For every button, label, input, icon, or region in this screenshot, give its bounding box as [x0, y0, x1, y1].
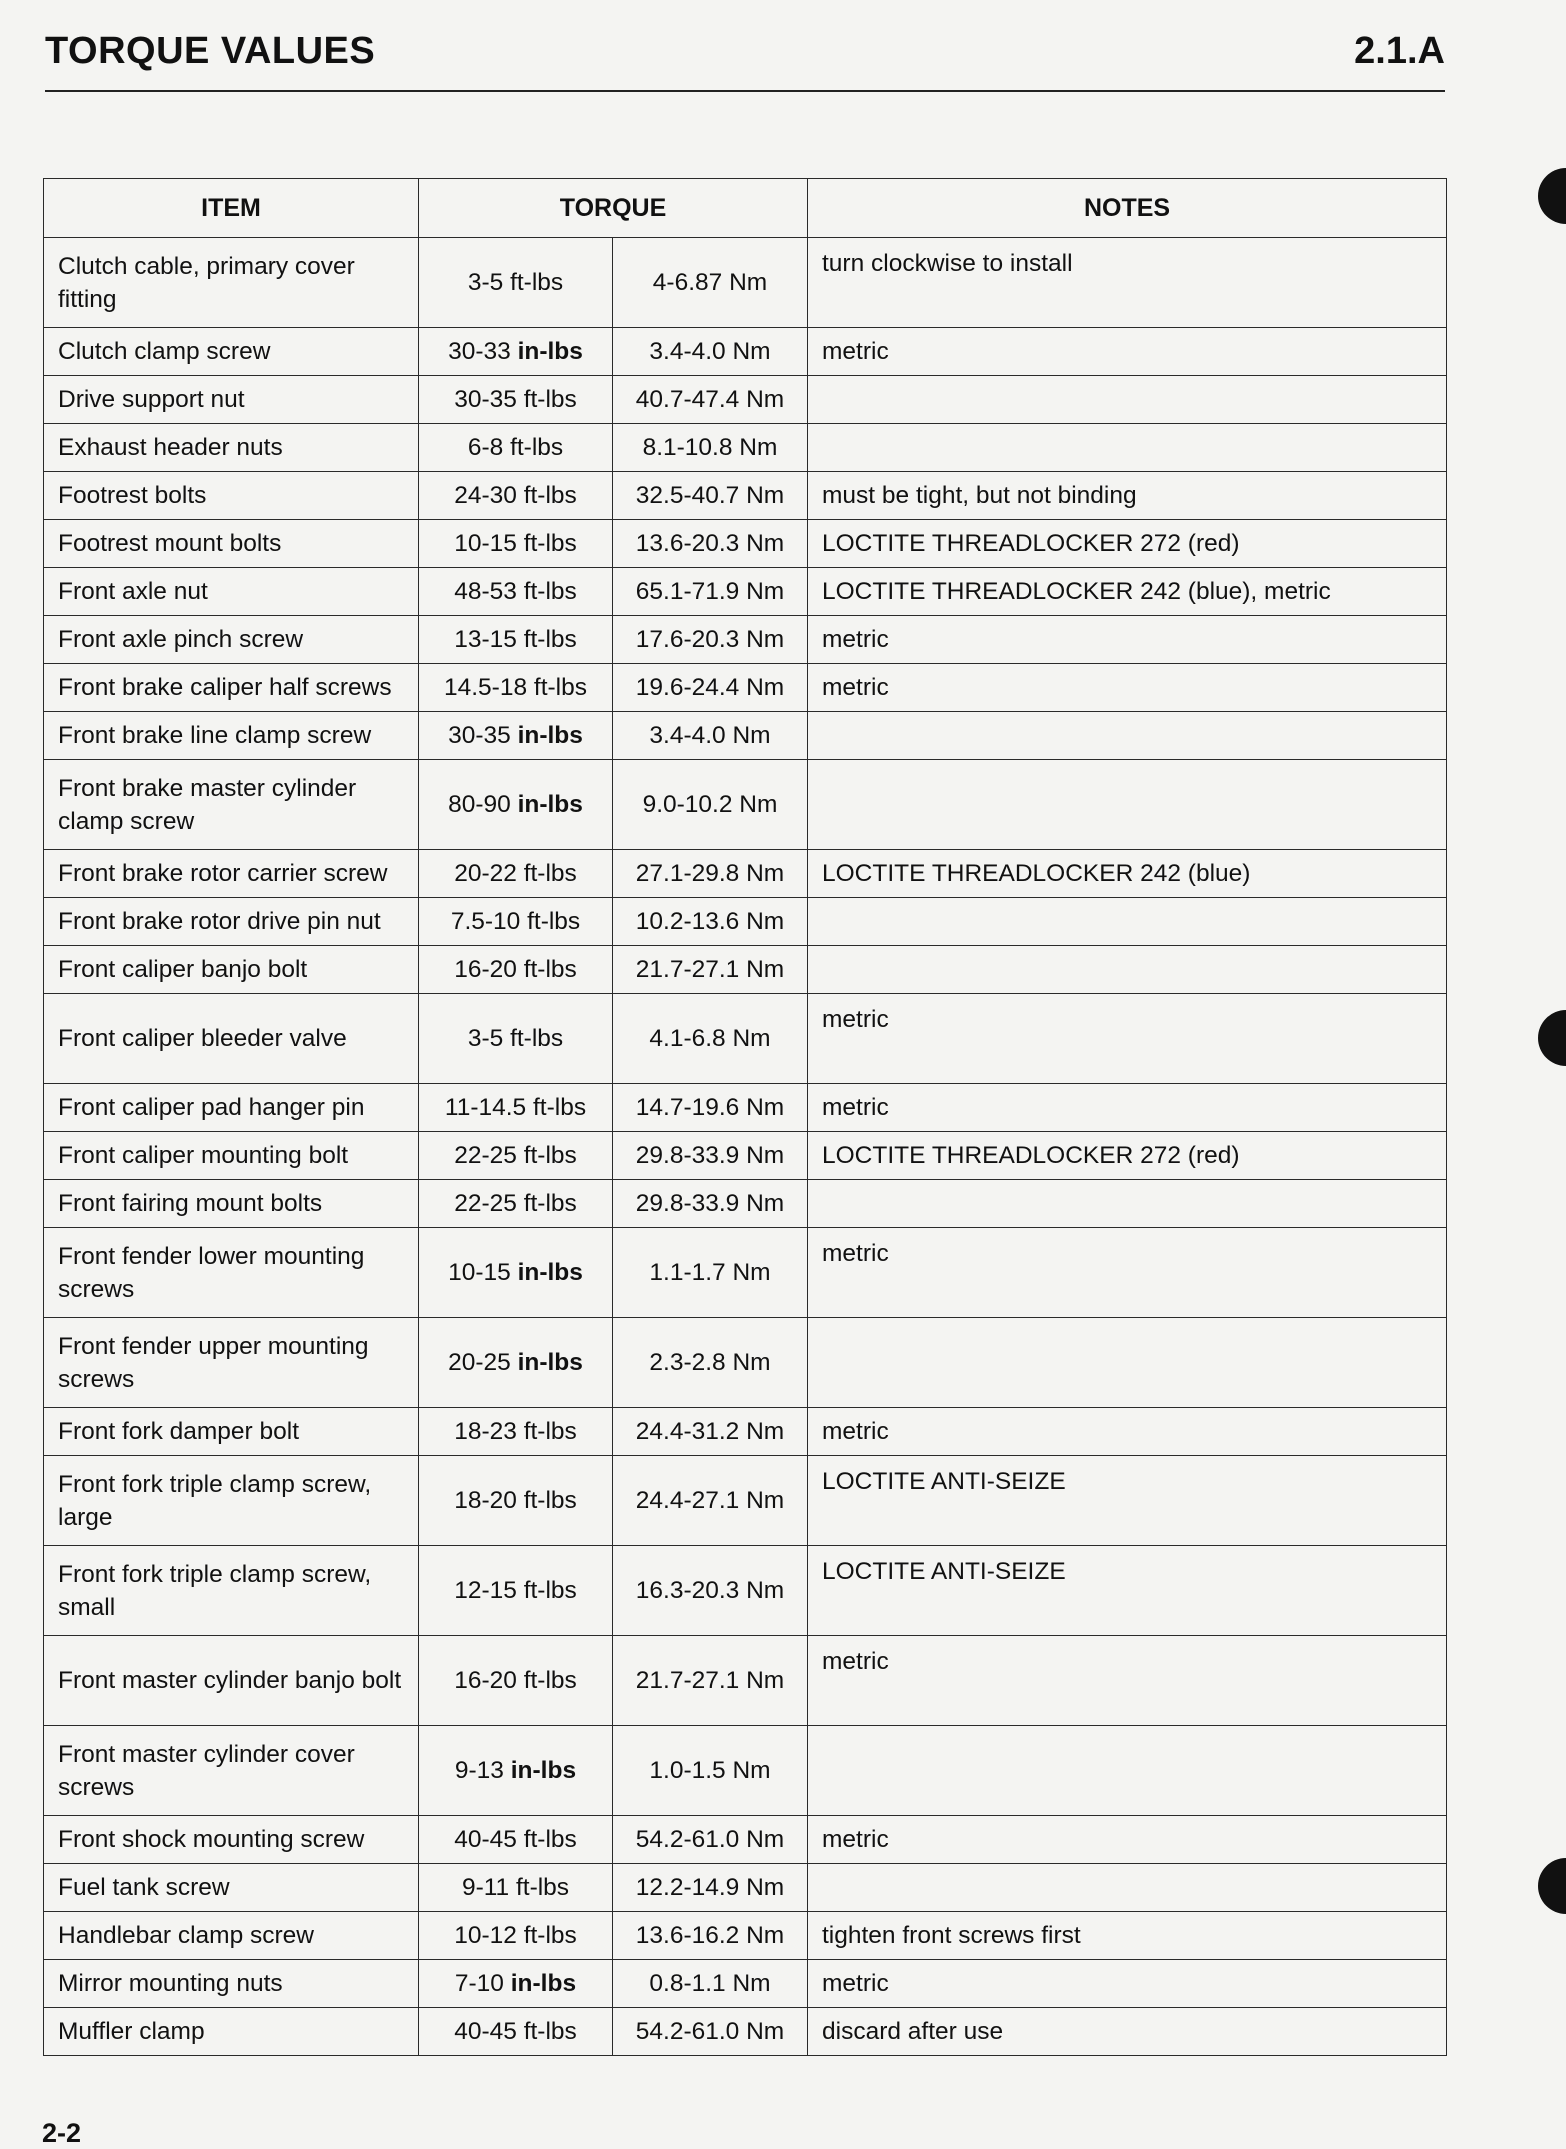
torque-value: 40-45: [454, 2018, 517, 2045]
torque-imperial-cell: [419, 1960, 613, 2008]
notes-cell: metric: [808, 1960, 1447, 2008]
torque-imperial-cell: [419, 712, 613, 760]
torque-metric-cell: 27.1-29.8 Nm: [613, 850, 808, 898]
table-row: [44, 1132, 1447, 1180]
torque-unit: ft-lbs: [523, 578, 577, 605]
table-row: [44, 328, 1447, 376]
torque-unit: ft-lbs: [523, 1190, 577, 1217]
torque-imperial-cell: [419, 946, 613, 994]
torque-metric-cell: 2.3-2.8 Nm: [613, 1318, 808, 1408]
item-cell: Front master cylinder cover screws: [44, 1726, 419, 1816]
notes-cell: [808, 424, 1447, 472]
torque-value: 7-10: [454, 1970, 504, 1997]
item-cell: Front fairing mount bolts: [44, 1180, 419, 1228]
torque-unit: ft-lbs: [510, 1025, 564, 1052]
torque-imperial-cell: [419, 1408, 613, 1456]
notes-cell: metric: [808, 616, 1447, 664]
item-cell: Front master cylinder banjo bolt: [44, 1636, 419, 1726]
torque-imperial-cell: [419, 1726, 613, 1816]
torque-unit: ft-lbs: [523, 2018, 577, 2045]
torque-imperial-cell: [419, 1180, 613, 1228]
table-row: [44, 1864, 1447, 1912]
notes-cell: [808, 760, 1447, 850]
torque-value: 30-35: [454, 386, 517, 413]
item-cell: Fuel tank screw: [44, 1864, 419, 1912]
torque-unit: in-lbs: [517, 722, 583, 749]
item-cell: Mirror mounting nuts: [44, 1960, 419, 2008]
torque-metric-cell: 16.3-20.3 Nm: [613, 1546, 808, 1636]
notes-cell: [808, 376, 1447, 424]
torque-metric-cell: 65.1-71.9 Nm: [613, 568, 808, 616]
torque-value: 16-20: [454, 956, 517, 983]
torque-imperial-cell: [419, 616, 613, 664]
torque-unit: ft-lbs: [523, 1826, 577, 1853]
torque-unit: ft-lbs: [523, 956, 577, 983]
notes-cell: [808, 946, 1447, 994]
notes-cell: LOCTITE ANTI-SEIZE: [808, 1456, 1447, 1546]
notes-cell: metric: [808, 328, 1447, 376]
torque-imperial-cell: [419, 1228, 613, 1318]
torque-value: 18-23: [454, 1418, 517, 1445]
torque-value: 13-15: [454, 626, 517, 653]
torque-metric-cell: 13.6-20.3 Nm: [613, 520, 808, 568]
torque-metric-cell: 0.8-1.1 Nm: [613, 1960, 808, 2008]
table-row: [44, 472, 1447, 520]
torque-unit: ft-lbs: [523, 386, 577, 413]
torque-imperial-cell: [419, 1636, 613, 1726]
torque-value: 20-25: [448, 1349, 511, 1376]
table-row: [44, 1228, 1447, 1318]
page-title: TORQUE VALUES: [45, 30, 376, 72]
torque-metric-cell: 54.2-61.0 Nm: [613, 2008, 808, 2056]
torque-value: 6-8: [467, 434, 504, 461]
torque-metric-cell: 29.8-33.9 Nm: [613, 1180, 808, 1228]
item-cell: Front caliper mounting bolt: [44, 1132, 419, 1180]
table-row: [44, 520, 1447, 568]
notes-cell: turn clockwise to install: [808, 238, 1447, 328]
item-cell: Front fender lower mounting screws: [44, 1228, 419, 1318]
item-cell: Exhaust header nuts: [44, 424, 419, 472]
torque-imperial-cell: [419, 760, 613, 850]
item-cell: Front brake line clamp screw: [44, 712, 419, 760]
torque-unit: ft-lbs: [523, 1418, 577, 1445]
torque-value: 10-15: [448, 1259, 511, 1286]
notes-cell: LOCTITE THREADLOCKER 272 (red): [808, 520, 1447, 568]
torque-metric-cell: 14.7-19.6 Nm: [613, 1084, 808, 1132]
torque-unit: ft-lbs: [515, 1874, 570, 1901]
torque-unit: ft-lbs: [523, 530, 577, 557]
torque-value: 18-20: [454, 1487, 517, 1514]
table-row: [44, 238, 1447, 328]
torque-unit: ft-lbs: [510, 269, 564, 296]
torque-value: 48-53: [454, 578, 517, 605]
page-header: [45, 26, 1445, 92]
item-cell: Front fender upper mounting screws: [44, 1318, 419, 1408]
notes-cell: [808, 1726, 1447, 1816]
torque-unit: ft-lbs: [523, 860, 577, 887]
table-row: [44, 1318, 1447, 1408]
item-cell: Front shock mounting screw: [44, 1816, 419, 1864]
torque-imperial-cell: [419, 994, 613, 1084]
notes-cell: LOCTITE THREADLOCKER 242 (blue): [808, 850, 1447, 898]
notes-cell: LOCTITE THREADLOCKER 242 (blue), metric: [808, 568, 1447, 616]
torque-value: 10-12: [454, 1922, 517, 1949]
torque-unit: ft-lbs: [523, 1142, 577, 1169]
torque-value: 24-30: [454, 482, 517, 509]
torque-unit: ft-lbs: [523, 482, 577, 509]
table-row: [44, 1726, 1447, 1816]
header-torque: TORQUE: [419, 179, 808, 238]
page-number: 2-2: [42, 2118, 82, 2148]
item-cell: Front axle nut: [44, 568, 419, 616]
torque-value: 22-25: [454, 1142, 517, 1169]
item-cell: Front caliper bleeder valve: [44, 994, 419, 1084]
torque-metric-cell: 8.1-10.8 Nm: [613, 424, 808, 472]
table-row: [44, 424, 1447, 472]
item-cell: Front fork triple clamp screw, large: [44, 1456, 419, 1546]
item-cell: Handlebar clamp screw: [44, 1912, 419, 1960]
torque-metric-cell: 13.6-16.2 Nm: [613, 1912, 808, 1960]
torque-value: 40-45: [454, 1826, 517, 1853]
torque-value: 10-15: [454, 530, 517, 557]
torque-imperial-cell: [419, 424, 613, 472]
item-cell: Front axle pinch screw: [44, 616, 419, 664]
notes-cell: metric: [808, 1228, 1447, 1318]
table-row: [44, 1084, 1447, 1132]
torque-unit: ft-lbs: [533, 1094, 587, 1121]
notes-cell: discard after use: [808, 2008, 1447, 2056]
notes-cell: [808, 1318, 1447, 1408]
item-cell: Footrest mount bolts: [44, 520, 419, 568]
item-cell: Drive support nut: [44, 376, 419, 424]
binder-hole-mark: [1538, 168, 1566, 224]
torque-value: 3-5: [467, 1025, 504, 1052]
torque-metric-cell: 32.5-40.7 Nm: [613, 472, 808, 520]
torque-imperial-cell: [419, 376, 613, 424]
table-row: [44, 1546, 1447, 1636]
table-body: [44, 238, 1447, 2056]
table-row: [44, 898, 1447, 946]
torque-unit: ft-lbs: [527, 908, 581, 935]
torque-imperial-cell: [419, 472, 613, 520]
item-cell: Clutch clamp screw: [44, 328, 419, 376]
table-row: [44, 568, 1447, 616]
notes-cell: metric: [808, 664, 1447, 712]
torque-metric-cell: 21.7-27.1 Nm: [613, 946, 808, 994]
notes-cell: tighten front screws first: [808, 1912, 1447, 1960]
torque-unit: in-lbs: [517, 338, 583, 365]
torque-value: 7.5-10: [450, 908, 521, 935]
torque-unit: ft-lbs: [523, 1487, 577, 1514]
header-notes: NOTES: [808, 179, 1447, 238]
table-row: [44, 850, 1447, 898]
binder-hole-mark: [1538, 1010, 1566, 1066]
torque-unit: in-lbs: [517, 791, 583, 818]
torque-metric-cell: 19.6-24.4 Nm: [613, 664, 808, 712]
notes-cell: metric: [808, 1408, 1447, 1456]
torque-unit: in-lbs: [517, 1259, 583, 1286]
torque-imperial-cell: [419, 1318, 613, 1408]
torque-metric-cell: 3.4-4.0 Nm: [613, 712, 808, 760]
torque-value: 30-35: [448, 722, 511, 749]
torque-unit: in-lbs: [517, 1349, 583, 1376]
torque-imperial-cell: [419, 520, 613, 568]
item-cell: Muffler clamp: [44, 2008, 419, 2056]
notes-cell: metric: [808, 1084, 1447, 1132]
item-cell: Front brake rotor drive pin nut: [44, 898, 419, 946]
torque-imperial-cell: [419, 2008, 613, 2056]
notes-cell: [808, 1180, 1447, 1228]
item-cell: Footrest bolts: [44, 472, 419, 520]
torque-imperial-cell: [419, 664, 613, 712]
torque-metric-cell: 40.7-47.4 Nm: [613, 376, 808, 424]
torque-metric-cell: 21.7-27.1 Nm: [613, 1636, 808, 1726]
notes-cell: metric: [808, 994, 1447, 1084]
torque-unit: ft-lbs: [510, 434, 564, 461]
table-row: [44, 664, 1447, 712]
notes-cell: LOCTITE THREADLOCKER 272 (red): [808, 1132, 1447, 1180]
torque-value: 22-25: [454, 1190, 517, 1217]
torque-unit: ft-lbs: [523, 1667, 577, 1694]
torque-metric-cell: 17.6-20.3 Nm: [613, 616, 808, 664]
torque-imperial-cell: [419, 898, 613, 946]
torque-table: [43, 178, 1447, 2056]
torque-unit: ft-lbs: [523, 1922, 577, 1949]
header-item: ITEM: [44, 179, 419, 238]
torque-imperial-cell: [419, 1546, 613, 1636]
table-row: [44, 994, 1447, 1084]
torque-imperial-cell: [419, 568, 613, 616]
table-header-row: [44, 179, 1447, 238]
torque-value: 11-14.5: [444, 1094, 527, 1121]
torque-value: 30-33: [448, 338, 511, 365]
item-cell: Front brake master cylinder clamp screw: [44, 760, 419, 850]
notes-cell: LOCTITE ANTI-SEIZE: [808, 1546, 1447, 1636]
notes-cell: [808, 898, 1447, 946]
item-cell: Front fork triple clamp screw, small: [44, 1546, 419, 1636]
torque-unit: ft-lbs: [533, 674, 587, 701]
notes-cell: must be tight, but not binding: [808, 472, 1447, 520]
torque-value: 14.5-18: [443, 674, 528, 701]
item-cell: Front brake caliper half screws: [44, 664, 419, 712]
table-row: [44, 1960, 1447, 2008]
table-row: [44, 1408, 1447, 1456]
section-number: 2.1.A: [1354, 30, 1445, 72]
torque-value: 80-90: [448, 791, 511, 818]
item-cell: Front caliper pad hanger pin: [44, 1084, 419, 1132]
notes-cell: metric: [808, 1636, 1447, 1726]
torque-value: 9-11: [461, 1874, 510, 1901]
table-row: [44, 1636, 1447, 1726]
notes-cell: metric: [808, 1816, 1447, 1864]
torque-metric-cell: 29.8-33.9 Nm: [613, 1132, 808, 1180]
torque-imperial-cell: [419, 1816, 613, 1864]
torque-metric-cell: 9.0-10.2 Nm: [613, 760, 808, 850]
item-cell: Front fork damper bolt: [44, 1408, 419, 1456]
item-cell: Front brake rotor carrier screw: [44, 850, 419, 898]
torque-metric-cell: 4.1-6.8 Nm: [613, 994, 808, 1084]
table-row: [44, 712, 1447, 760]
torque-unit: ft-lbs: [523, 1577, 577, 1604]
table-row: [44, 2008, 1447, 2056]
torque-metric-cell: 10.2-13.6 Nm: [613, 898, 808, 946]
torque-metric-cell: 12.2-14.9 Nm: [613, 1864, 808, 1912]
torque-imperial-cell: [419, 1084, 613, 1132]
torque-imperial-cell: [419, 1132, 613, 1180]
table-row: [44, 1816, 1447, 1864]
torque-metric-cell: 1.0-1.5 Nm: [613, 1726, 808, 1816]
table-row: [44, 1456, 1447, 1546]
torque-imperial-cell: [419, 238, 613, 328]
torque-metric-cell: 1.1-1.7 Nm: [613, 1228, 808, 1318]
table-row: [44, 946, 1447, 994]
torque-metric-cell: 24.4-31.2 Nm: [613, 1408, 808, 1456]
torque-imperial-cell: [419, 1456, 613, 1546]
table-row: [44, 760, 1447, 850]
torque-metric-cell: 3.4-4.0 Nm: [613, 328, 808, 376]
torque-unit: in-lbs: [510, 1970, 577, 1997]
torque-metric-cell: 54.2-61.0 Nm: [613, 1816, 808, 1864]
torque-value: 20-22: [454, 860, 517, 887]
torque-imperial-cell: [419, 850, 613, 898]
torque-imperial-cell: [419, 1912, 613, 1960]
torque-value: 12-15: [454, 1577, 517, 1604]
item-cell: Front caliper banjo bolt: [44, 946, 419, 994]
torque-imperial-cell: [419, 328, 613, 376]
torque-unit: in-lbs: [510, 1757, 577, 1784]
torque-metric-cell: 24.4-27.1 Nm: [613, 1456, 808, 1546]
table-row: [44, 1912, 1447, 1960]
item-cell: Clutch cable, primary cover fitting: [44, 238, 419, 328]
binder-hole-mark: [1538, 1858, 1566, 1914]
torque-value: 9-13: [454, 1757, 504, 1784]
table-row: [44, 616, 1447, 664]
notes-cell: [808, 712, 1447, 760]
torque-unit: ft-lbs: [523, 626, 577, 653]
torque-value: 3-5: [467, 269, 504, 296]
torque-metric-cell: 4-6.87 Nm: [613, 238, 808, 328]
torque-value: 16-20: [454, 1667, 517, 1694]
table-row: [44, 1180, 1447, 1228]
table-row: [44, 376, 1447, 424]
torque-imperial-cell: [419, 1864, 613, 1912]
notes-cell: [808, 1864, 1447, 1912]
